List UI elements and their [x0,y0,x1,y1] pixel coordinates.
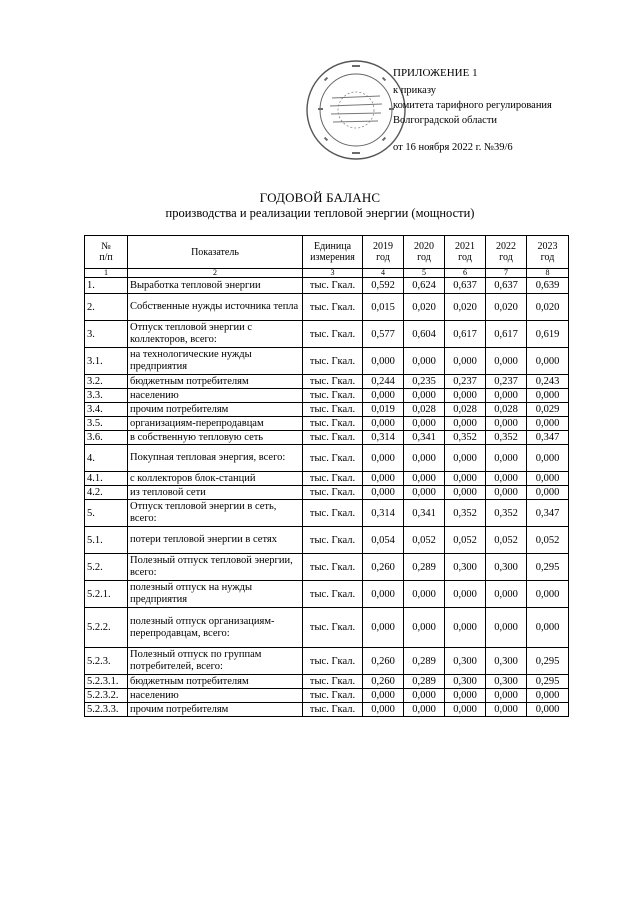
row-value: 0,000 [404,389,445,403]
row-unit: тыс. Гкал. [303,527,363,554]
row-code: 3.6. [85,431,128,445]
row-code: 5.2. [85,554,128,581]
row-value: 0,637 [486,278,527,294]
row-value: 0,029 [527,403,569,417]
row-code: 5.2.2. [85,608,128,648]
row-value: 0,289 [404,675,445,689]
table-row [85,294,569,321]
row-value: 0,052 [486,527,527,554]
column-number: 7 [486,269,527,278]
row-value: 0,020 [445,294,486,321]
row-code: 5.2.3. [85,648,128,675]
row-value: 0,000 [445,389,486,403]
row-value: 0,300 [486,648,527,675]
row-value: 0,000 [445,486,486,500]
row-value: 0,000 [527,581,569,608]
row-value: 0,243 [527,375,569,389]
row-value: 0,352 [486,431,527,445]
row-value: 0,000 [363,703,404,717]
row-value: 0,000 [363,689,404,703]
row-unit: тыс. Гкал. [303,321,363,348]
row-value: 0,341 [404,431,445,445]
order-line-2: комитета тарифного регулирования [393,100,552,111]
row-value: 0,000 [486,608,527,648]
column-number: 3 [303,269,363,278]
row-value: 0,619 [527,321,569,348]
table-row [85,278,569,294]
row-value: 0,300 [445,554,486,581]
row-value: 0,000 [363,486,404,500]
table-row [85,554,569,581]
column-number-row [85,269,569,278]
row-indicator: бюджетным потребителям [128,375,303,389]
row-value: 0,295 [527,648,569,675]
row-value: 0,000 [486,486,527,500]
row-unit: тыс. Гкал. [303,500,363,527]
row-unit: тыс. Гкал. [303,486,363,500]
row-code: 3.1. [85,348,128,375]
row-value: 0,000 [486,389,527,403]
row-code: 2. [85,294,128,321]
row-value: 0,020 [527,294,569,321]
row-value: 0,000 [404,703,445,717]
row-value: 0,015 [363,294,404,321]
column-number: 2 [128,269,303,278]
row-value: 0,000 [363,581,404,608]
row-indicator: Полезный отпуск тепловой энергии, всего: [128,554,303,581]
row-value: 0,000 [363,417,404,431]
row-value: 0,000 [486,703,527,717]
row-value: 0,000 [527,608,569,648]
row-unit: тыс. Гкал. [303,417,363,431]
row-value: 0,000 [363,348,404,375]
row-value: 0,028 [404,403,445,417]
table-row [85,648,569,675]
row-value: 0,624 [404,278,445,294]
row-value: 0,054 [363,527,404,554]
row-unit: тыс. Гкал. [303,348,363,375]
row-value: 0,020 [404,294,445,321]
row-value: 0,000 [404,472,445,486]
row-value: 0,000 [445,417,486,431]
order-line-4: от 16 ноября 2022 г. №39/6 [393,142,513,153]
order-line-3: Волгоградской области [393,115,498,126]
row-unit: тыс. Гкал. [303,389,363,403]
row-indicator: полезный отпуск организациям-перепродавцам, всего: [128,608,303,648]
row-value: 0,237 [445,375,486,389]
row-unit: тыс. Гкал. [303,608,363,648]
row-value: 0,244 [363,375,404,389]
row-value: 0,000 [527,486,569,500]
row-value: 0,000 [445,689,486,703]
row-value: 0,052 [404,527,445,554]
row-value: 0,000 [527,417,569,431]
column-number: 6 [445,269,486,278]
table-body [85,278,569,717]
row-value: 0,000 [527,348,569,375]
table-row [85,527,569,554]
table-header-row [85,236,569,269]
row-value: 0,000 [486,472,527,486]
row-value: 0,235 [404,375,445,389]
row-indicator: организациям-перепродавцам [128,417,303,431]
row-value: 0,000 [445,608,486,648]
row-value: 0,592 [363,278,404,294]
row-value: 0,300 [486,675,527,689]
row-value: 0,352 [445,431,486,445]
balance-table [84,235,569,717]
row-value: 0,000 [363,445,404,472]
row-unit: тыс. Гкал. [303,703,363,717]
row-code: 4.2. [85,486,128,500]
row-value: 0,052 [527,527,569,554]
row-unit: тыс. Гкал. [303,689,363,703]
row-code: 5. [85,500,128,527]
row-unit: тыс. Гкал. [303,294,363,321]
row-indicator: Покупная тепловая энергия, всего: [128,445,303,472]
row-value: 0,028 [486,403,527,417]
row-indicator: Выработка тепловой энергии [128,278,303,294]
row-value: 0,347 [527,500,569,527]
row-value: 0,000 [404,486,445,500]
row-value: 0,000 [527,703,569,717]
row-unit: тыс. Гкал. [303,648,363,675]
row-indicator: прочим потребителям [128,403,303,417]
row-code: 5.2.3.3. [85,703,128,717]
row-value: 0,000 [404,417,445,431]
row-indicator: в собственную тепловую сеть [128,431,303,445]
row-value: 0,000 [404,689,445,703]
row-indicator: Собственные нужды источника тепла [128,294,303,321]
table-row [85,445,569,472]
row-code: 1. [85,278,128,294]
row-value: 0,237 [486,375,527,389]
row-unit: тыс. Гкал. [303,445,363,472]
row-indicator: населению [128,389,303,403]
row-value: 0,000 [445,348,486,375]
row-value: 0,639 [527,278,569,294]
row-value: 0,000 [404,445,445,472]
header-year: 2019 год [363,236,404,269]
row-value: 0,000 [363,389,404,403]
table-row [85,675,569,689]
row-value: 0,347 [527,431,569,445]
row-value: 0,000 [445,472,486,486]
row-unit: тыс. Гкал. [303,278,363,294]
header-year: 2021 год [445,236,486,269]
table-row [85,500,569,527]
table-row [85,321,569,348]
row-indicator: на технологические нужды предприятия [128,348,303,375]
row-indicator: населению [128,689,303,703]
row-value: 0,000 [486,417,527,431]
row-value: 0,000 [486,348,527,375]
row-value: 0,260 [363,675,404,689]
header-year: 2022 год [486,236,527,269]
table-row [85,375,569,389]
row-unit: тыс. Гкал. [303,375,363,389]
header-year: 2023 год [527,236,569,269]
row-value: 0,300 [486,554,527,581]
row-value: 0,000 [363,472,404,486]
row-value: 0,000 [445,581,486,608]
row-value: 0,019 [363,403,404,417]
row-value: 0,000 [404,348,445,375]
table-row [85,581,569,608]
row-value: 0,295 [527,675,569,689]
row-unit: тыс. Гкал. [303,554,363,581]
row-value: 0,028 [445,403,486,417]
row-indicator: Отпуск тепловой энергии в сеть, всего: [128,500,303,527]
table-row [85,689,569,703]
row-value: 0,020 [486,294,527,321]
row-indicator: Полезный отпуск по группам потребителей, всего: [128,648,303,675]
row-value: 0,260 [363,554,404,581]
row-unit: тыс. Гкал. [303,472,363,486]
row-unit: тыс. Гкал. [303,581,363,608]
row-value: 0,341 [404,500,445,527]
row-value: 0,604 [404,321,445,348]
row-code: 5.2.1. [85,581,128,608]
row-value: 0,000 [527,389,569,403]
row-value: 0,617 [445,321,486,348]
row-code: 3.3. [85,389,128,403]
column-number: 1 [85,269,128,278]
row-value: 0,289 [404,648,445,675]
table-row [85,472,569,486]
column-number: 5 [404,269,445,278]
appendix-label: ПРИЛОЖЕНИЕ 1 [393,67,478,79]
row-value: 0,260 [363,648,404,675]
row-code: 4. [85,445,128,472]
table-row [85,417,569,431]
row-value: 0,000 [527,445,569,472]
row-value: 0,577 [363,321,404,348]
row-value: 0,352 [486,500,527,527]
table-row [85,431,569,445]
header-year: 2020 год [404,236,445,269]
header-unit: Единица измерения [303,236,363,269]
table-row [85,348,569,375]
row-value: 0,300 [445,648,486,675]
order-line-1: к приказу [393,85,436,96]
row-value: 0,000 [404,608,445,648]
row-unit: тыс. Гкал. [303,403,363,417]
row-value: 0,289 [404,554,445,581]
table-row [85,703,569,717]
row-code: 5.2.3.2. [85,689,128,703]
row-value: 0,000 [527,689,569,703]
row-value: 0,000 [486,689,527,703]
row-value: 0,617 [486,321,527,348]
row-code: 3.5. [85,417,128,431]
row-indicator: с коллекторов блок-станций [128,472,303,486]
row-value: 0,295 [527,554,569,581]
row-code: 3. [85,321,128,348]
row-indicator: потери тепловой энергии в сетях [128,527,303,554]
order-reference [393,66,633,155]
row-indicator: прочим потребителям [128,703,303,717]
row-value: 0,314 [363,431,404,445]
table-row [85,403,569,417]
row-indicator: бюджетным потребителям [128,675,303,689]
document-subtitle: производства и реализации тепловой энергии (мощности) [165,206,475,220]
row-code: 5.2.3.1. [85,675,128,689]
row-value: 0,000 [363,608,404,648]
header-indicator: Показатель [128,236,303,269]
row-value: 0,637 [445,278,486,294]
row-value: 0,000 [527,472,569,486]
row-value: 0,000 [486,581,527,608]
row-code: 5.1. [85,527,128,554]
column-number: 8 [527,269,569,278]
row-value: 0,000 [486,445,527,472]
row-indicator: из тепловой сети [128,486,303,500]
row-value: 0,300 [445,675,486,689]
table-row [85,389,569,403]
row-code: 3.2. [85,375,128,389]
table-row [85,486,569,500]
row-value: 0,314 [363,500,404,527]
row-code: 4.1. [85,472,128,486]
row-unit: тыс. Гкал. [303,675,363,689]
row-value: 0,352 [445,500,486,527]
row-value: 0,052 [445,527,486,554]
document-title: ГОДОВОЙ БАЛАНС [259,190,381,205]
row-indicator: полезный отпуск на нужды предприятия [128,581,303,608]
row-unit: тыс. Гкал. [303,431,363,445]
row-code: 3.4. [85,403,128,417]
row-value: 0,000 [445,703,486,717]
column-number: 4 [363,269,404,278]
table-row [85,608,569,648]
header-number: № п/п [85,236,128,269]
row-indicator: Отпуск тепловой энергии с коллекторов, всего: [128,321,303,348]
row-value: 0,000 [445,445,486,472]
row-value: 0,000 [404,581,445,608]
